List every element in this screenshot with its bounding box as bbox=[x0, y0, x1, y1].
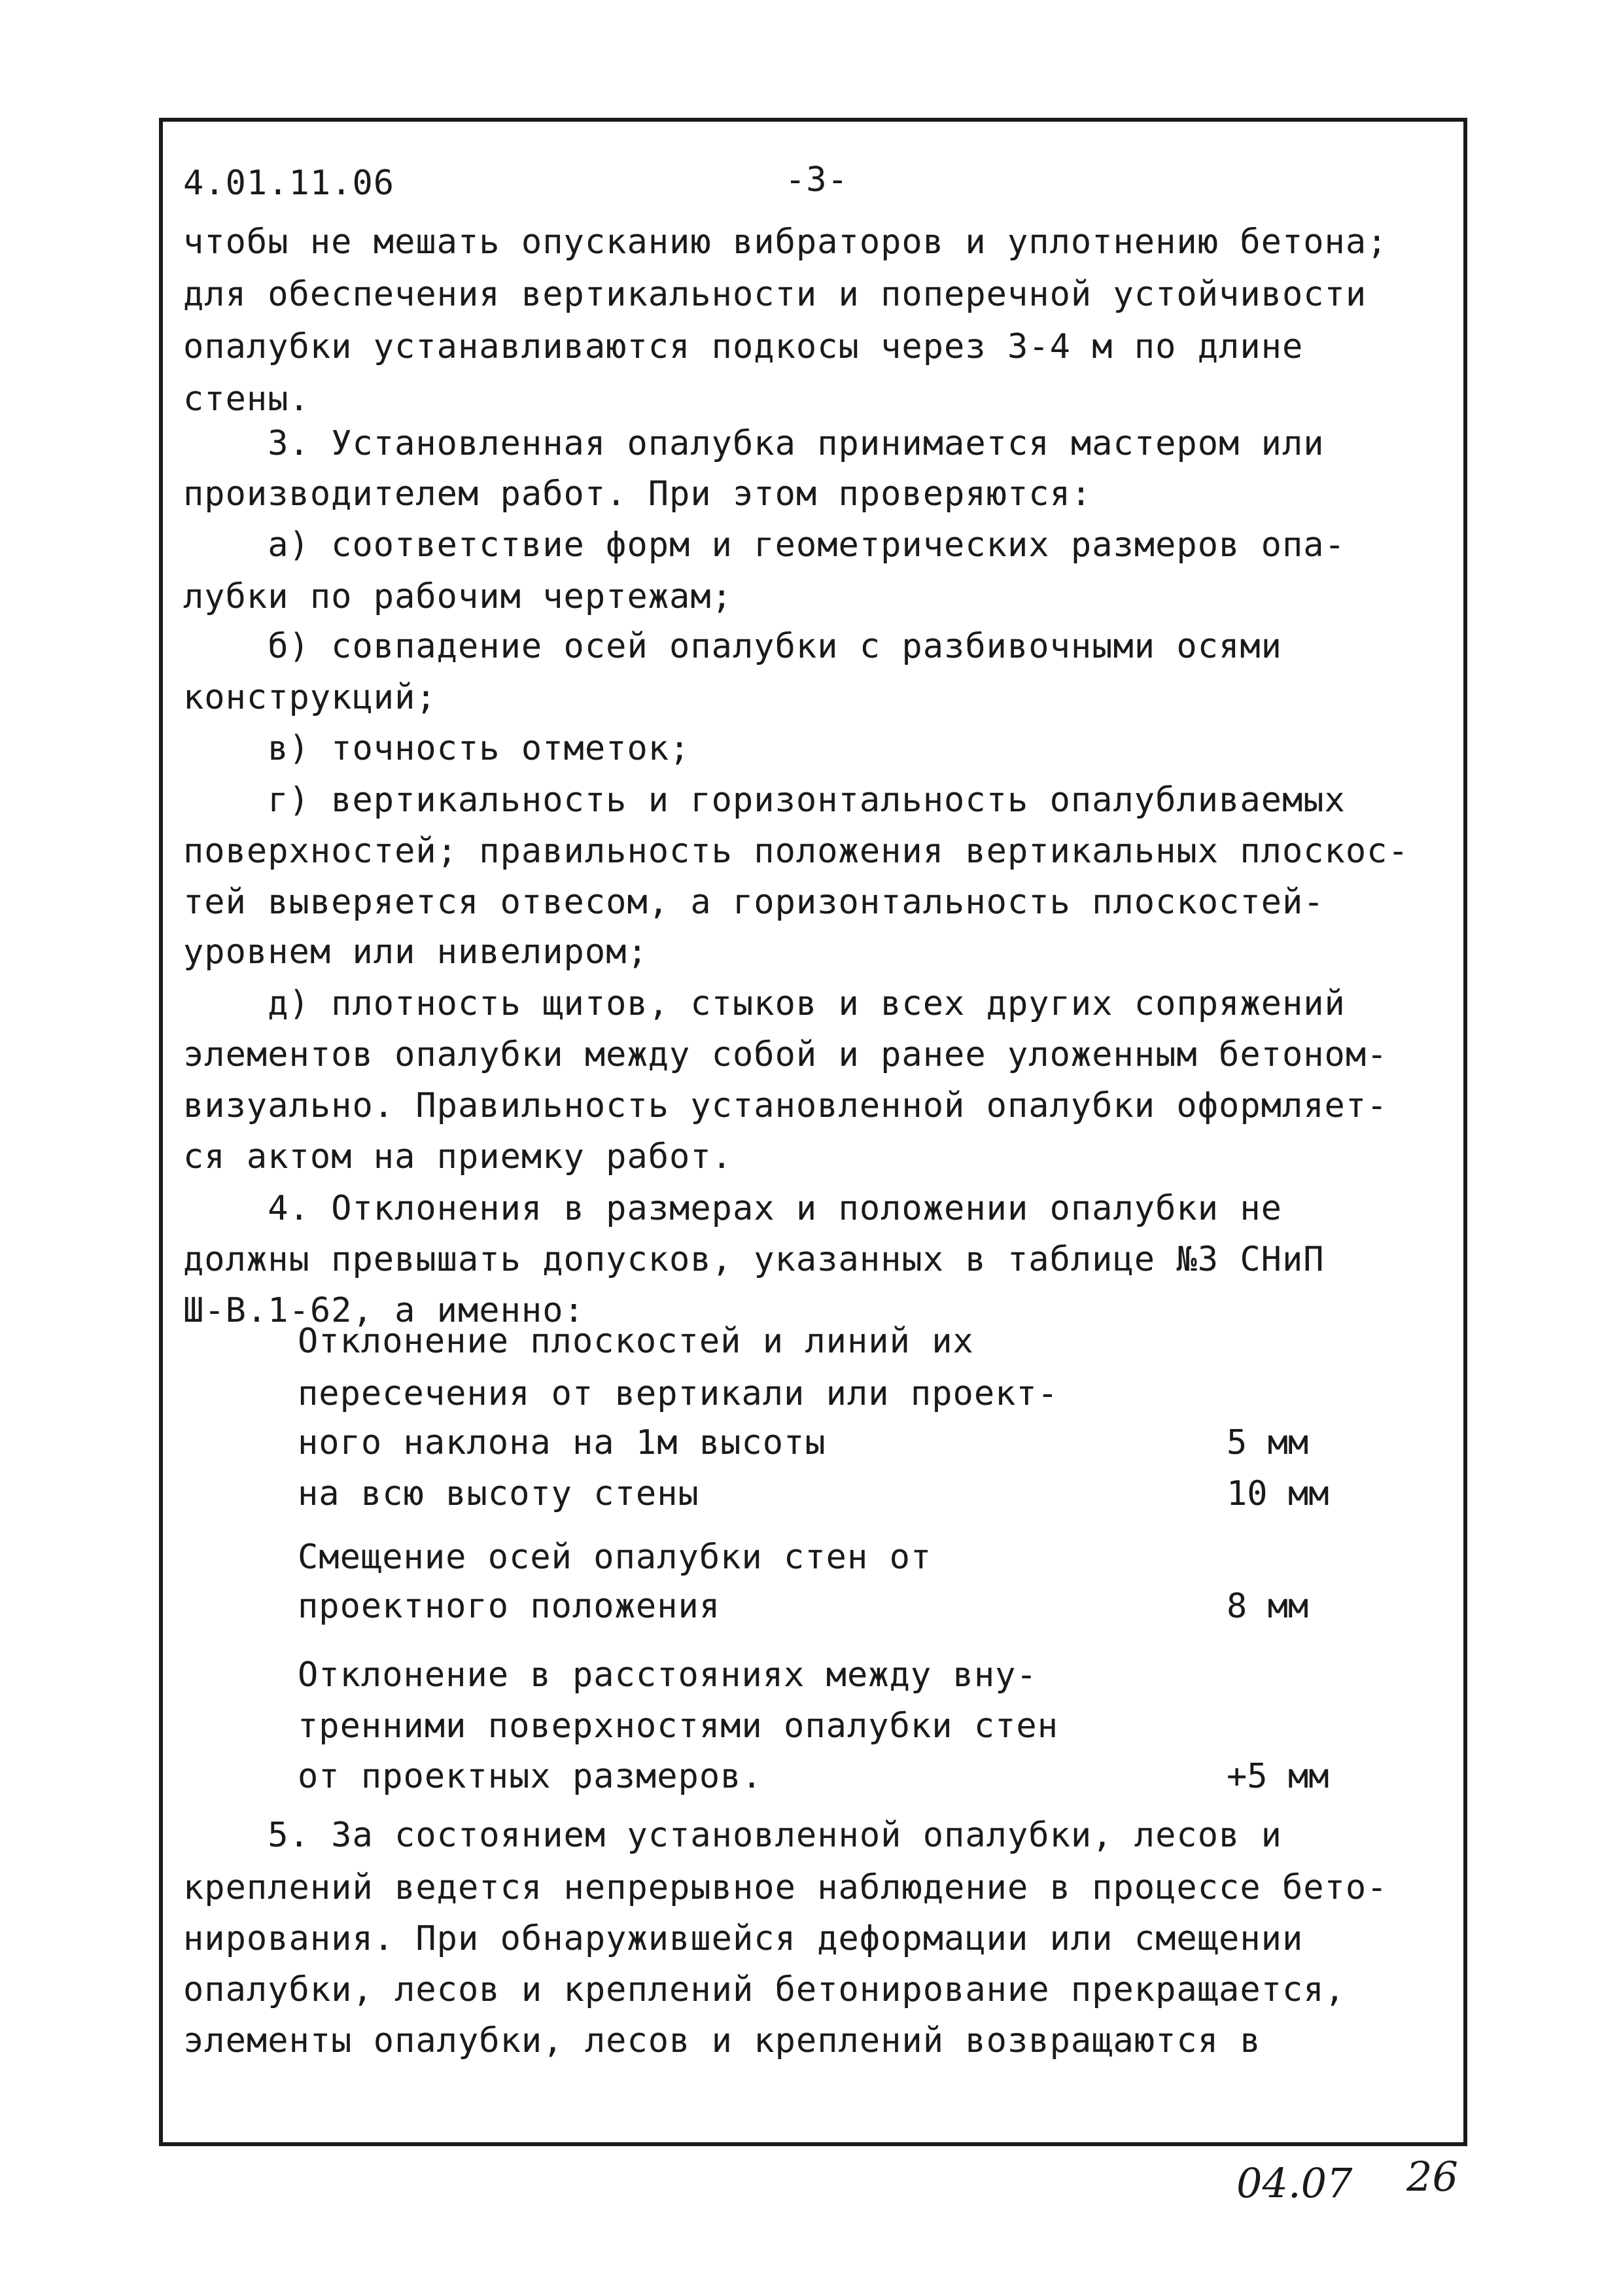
body-line: элементов опалубки между собой и ранее уложенным бетоном- bbox=[183, 1035, 1388, 1074]
body-line: для обеспечения вертикальности и поперечной устойчивости bbox=[183, 275, 1367, 314]
body-line: а) соответствие форм и геометрических размеров опа- bbox=[183, 525, 1346, 565]
handwritten-number: 26 bbox=[1406, 2153, 1458, 2200]
body-line: должны превышать допусков, указанных в таблице №3 СНиП bbox=[183, 1240, 1325, 1279]
body-line: опалубки устанавливаются подкосы через 3-4 м по длине bbox=[183, 327, 1304, 366]
body-line: 4. Отклонения в размерах и положении опалубки не bbox=[183, 1189, 1282, 1228]
body-line: креплений ведется непрерывное наблюдение в процессе бето- bbox=[183, 1868, 1388, 1907]
body-line: ся актом на приемку работ. bbox=[183, 1137, 733, 1176]
body-line: д) плотность щитов, стыков и всех других сопряжений bbox=[183, 984, 1346, 1023]
body-line: 5. За состоянием установленной опалубки, лесов и bbox=[183, 1816, 1282, 1855]
body-line: лубки по рабочим чертежам; bbox=[183, 577, 733, 616]
body-line: 3. Установленная опалубка принимается мастером или bbox=[183, 424, 1325, 463]
body-line: чтобы не мешать опусканию вибраторов и уплотнению бетона; bbox=[183, 222, 1388, 262]
body-line: в) точность отметок; bbox=[183, 729, 691, 768]
tolerance-description: тренними поверхностями опалубки стен bbox=[298, 1706, 1059, 1746]
tolerance-value: 10 мм bbox=[1227, 1474, 1329, 1513]
body-line: конструкций; bbox=[183, 678, 437, 717]
tolerance-description: на всю высоту стены bbox=[298, 1474, 699, 1513]
body-line: стены. bbox=[183, 380, 310, 419]
body-line: г) вертикальность и горизонтальность опалубливаемых bbox=[183, 781, 1346, 820]
tolerance-description: от проектных размеров. bbox=[298, 1757, 763, 1796]
body-line: б) совпадение осей опалубки с разбивочными осями bbox=[183, 627, 1282, 666]
body-line: элементы опалубки, лесов и креплений возвращаются в bbox=[183, 2021, 1261, 2060]
body-line: уровнем или нивелиром; bbox=[183, 932, 648, 972]
body-line: визуально. Правильность установленной опалубки оформляет- bbox=[183, 1086, 1388, 1125]
body-line: нирования. При обнаружившейся деформации или смещении bbox=[183, 1919, 1304, 1958]
body-line: производителем работ. При этом проверяются: bbox=[183, 474, 1092, 514]
document-code: 4.01.11.06 bbox=[183, 164, 395, 203]
tolerance-description: Смещение осей опалубки стен от bbox=[298, 1538, 932, 1577]
handwritten-date: 04.07 bbox=[1236, 2159, 1353, 2207]
tolerance-description: проектного положения bbox=[298, 1587, 721, 1626]
tolerance-value: 8 мм bbox=[1227, 1587, 1309, 1626]
tolerance-value: +5 мм bbox=[1227, 1757, 1329, 1796]
page-number: -3- bbox=[785, 160, 848, 200]
body-line: Ш-В.1-62, а именно: bbox=[183, 1291, 585, 1330]
tolerance-description: ного наклона на 1м высоты bbox=[298, 1423, 826, 1462]
tolerance-value: 5 мм bbox=[1227, 1423, 1309, 1462]
body-line: опалубки, лесов и креплений бетонирование прекращается, bbox=[183, 1970, 1346, 2009]
tolerance-description: Отклонение плоскостей и линий их bbox=[298, 1322, 974, 1361]
body-line: поверхностей; правильность положения вертикальных плоскос- bbox=[183, 832, 1409, 871]
body-line: тей выверяется отвесом, а горизонтальность плоскостей- bbox=[183, 883, 1325, 922]
tolerance-description: пересечения от вертикали или проект- bbox=[298, 1374, 1059, 1413]
tolerance-description: Отклонение в расстояниях между вну- bbox=[298, 1655, 1038, 1695]
